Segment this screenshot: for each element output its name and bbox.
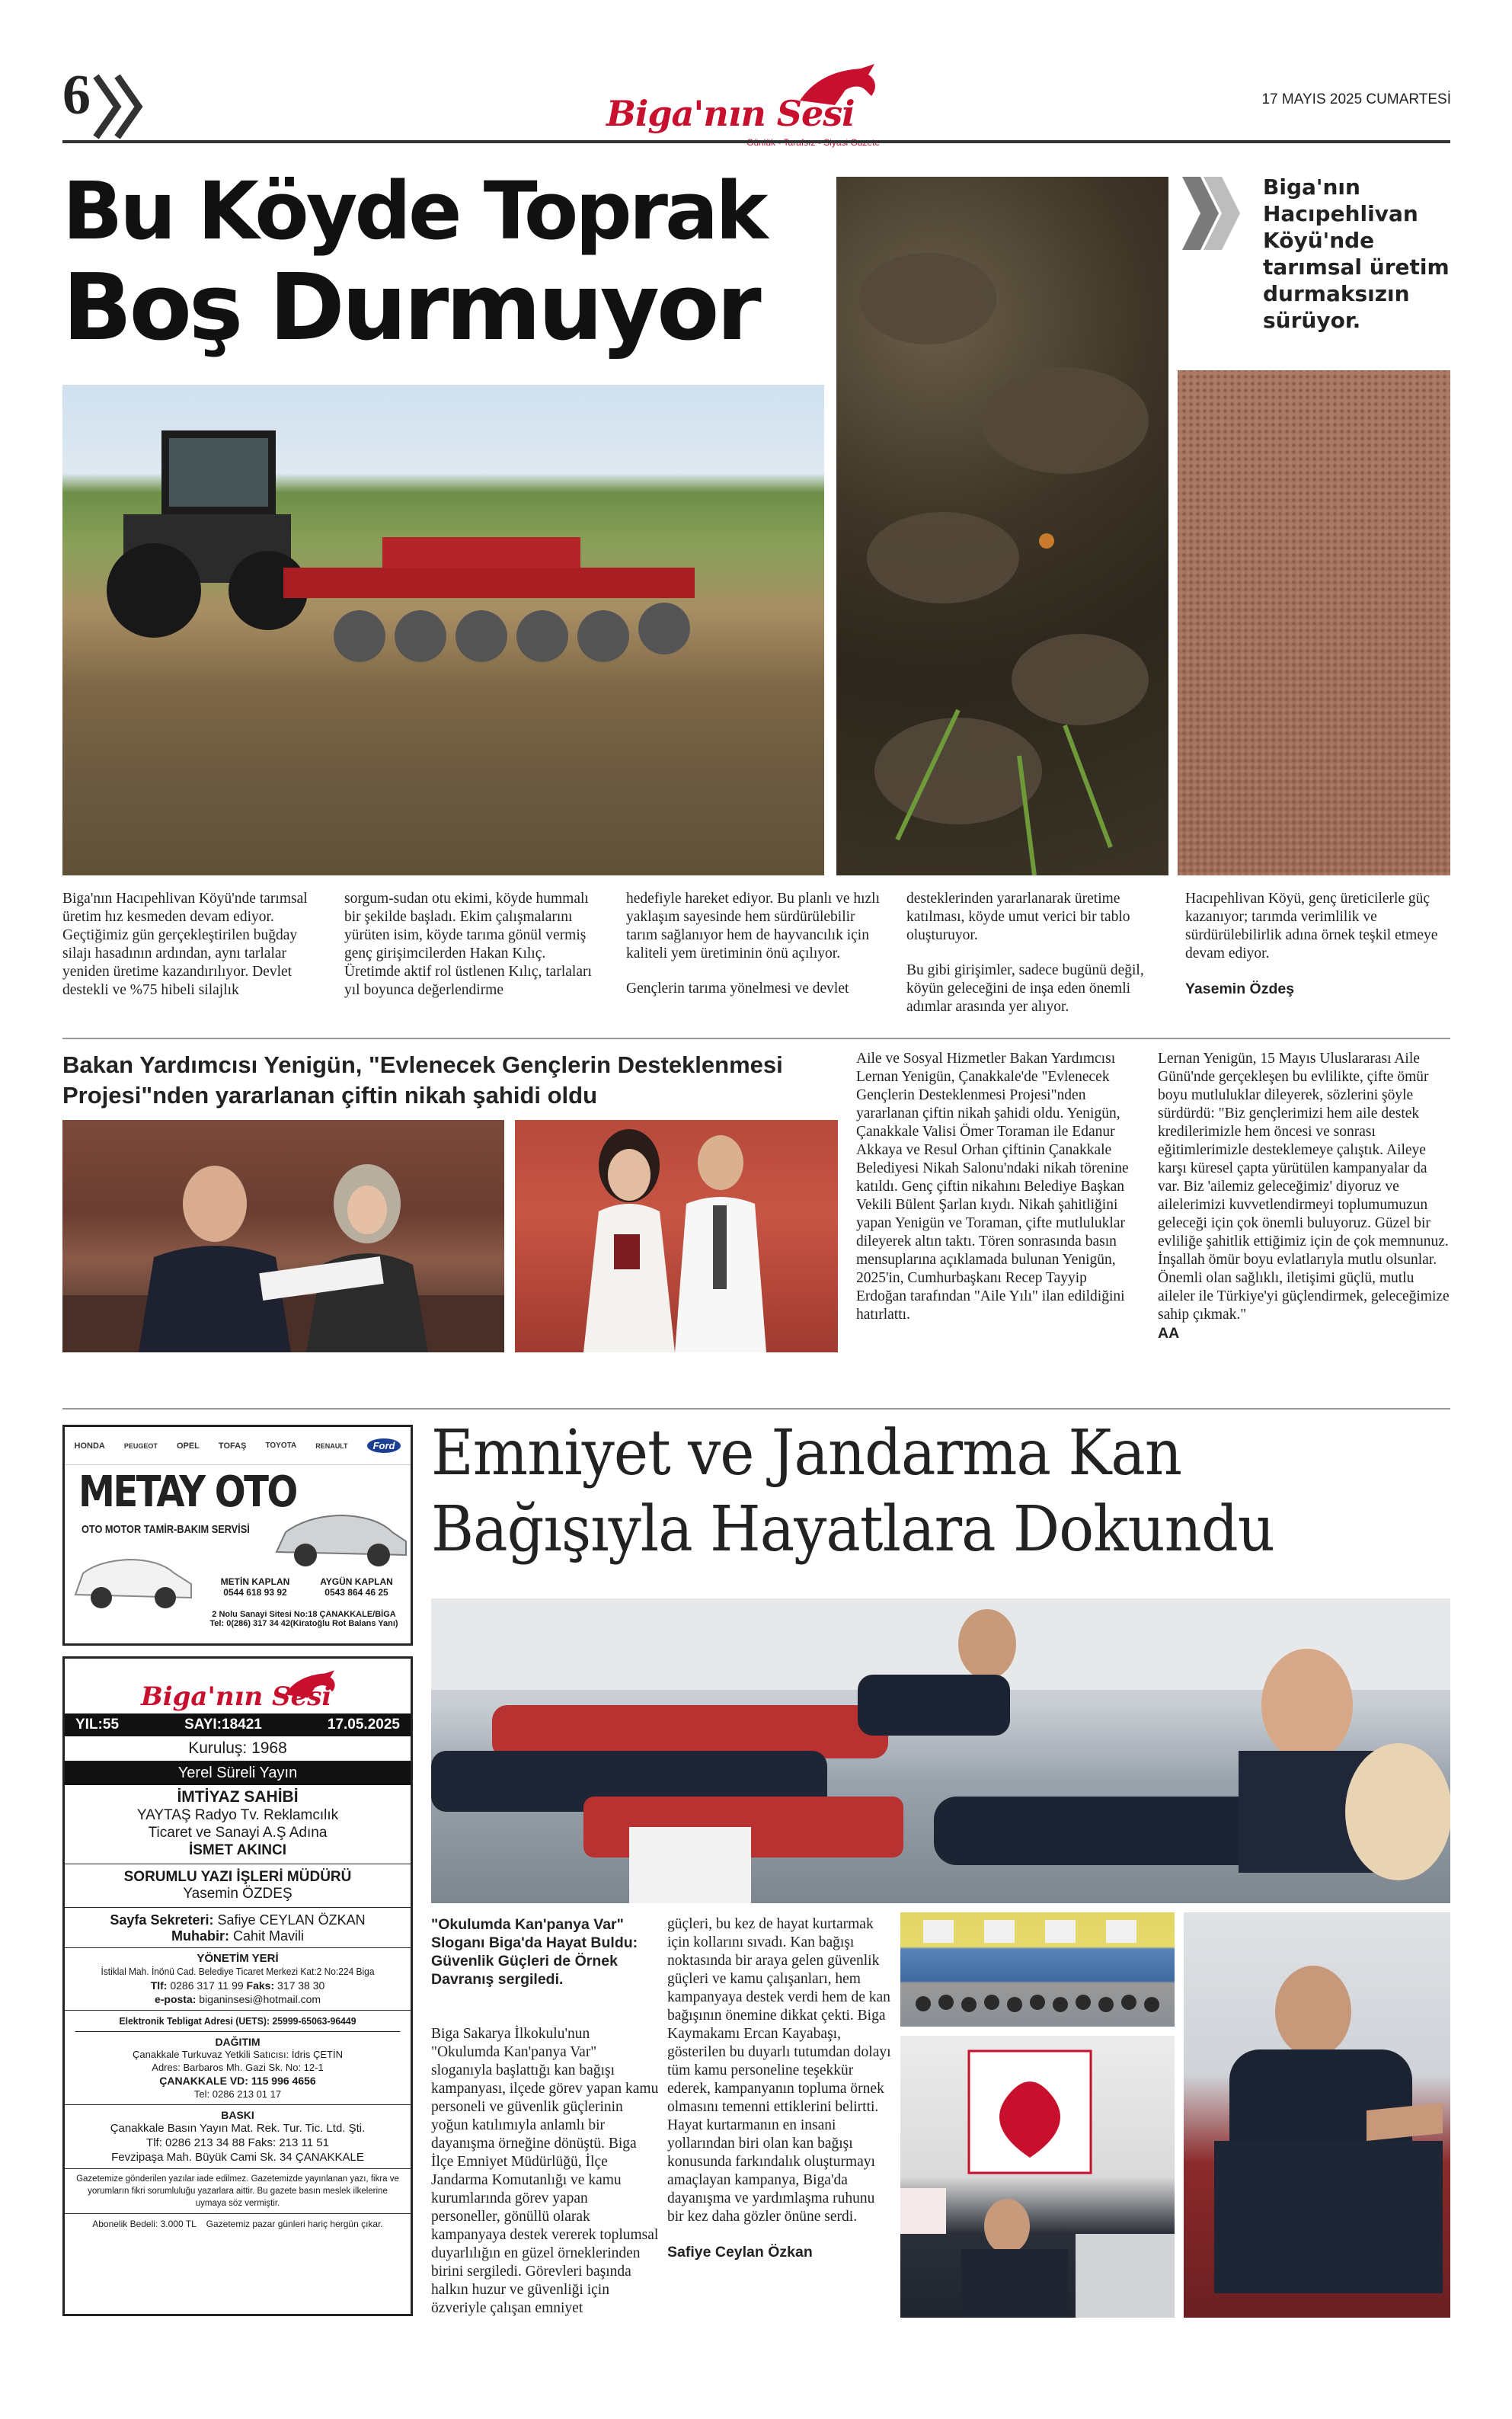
masthead-owner-name: İSMET AKINCI <box>65 1841 411 1864</box>
masthead-secretary <box>65 1912 411 1928</box>
masthead-editor-title: SORUMLU YAZI İŞLERİ MÜDÜRÜ <box>123 1869 352 1885</box>
story3-headline-line2: Bağışıyla Hayatlara Dokundu <box>431 1493 1274 1566</box>
official-photo <box>62 1120 504 1352</box>
brand-logo-3: TOFAŞ <box>218 1441 247 1451</box>
blood-donation-drawing <box>431 1598 1450 1903</box>
masthead-owner-line2: Ticaret ve Sanayi A.Ş Adına <box>148 1825 328 1841</box>
ad-address-line2: Tel: 0(286) 317 34 42(Kiratoğlu Rot Balans Yanı) <box>209 1619 398 1628</box>
masthead-owner-line1: YAYTAŞ Radyo Tv. Reklamcılık <box>136 1807 339 1823</box>
header-logo <box>602 62 906 146</box>
ad-person1-phone: 0544 618 93 92 <box>223 1587 287 1598</box>
booth-drawing <box>900 2036 1175 2318</box>
ad-subtitle: OTO MOTOR TAMİR-BAKIM SERVİSİ <box>82 1523 250 1536</box>
brand-logo-6: Ford <box>367 1438 401 1453</box>
story1-col2: sorgum-sudan otu ekimi, köyde hummalı bir şekilde başladı. Ekim çalışmalarını yürüten isim, köyde tarıma gönül vermiş genç girişimcilerden Hakan Kılıç. Üretimde aktif rol üstlenen Kılıç, tarlaları yıl boyunca değerlendirme <box>344 891 592 998</box>
masthead-office-email <box>65 1992 411 2011</box>
masthead-print-line2: Tlf: 0286 213 34 88 Faks: 213 11 51 <box>146 2136 329 2149</box>
story3-author: Safiye Ceylan Özkan <box>667 2244 813 2261</box>
masthead-office-tel: 0286 317 11 99 <box>170 1979 244 1992</box>
metay-oto-ad[interactable] <box>62 1425 413 1646</box>
students-drawing <box>900 1912 1175 2027</box>
masthead-issue-bar <box>65 1713 411 1736</box>
masthead-dist-line1: Çanakkale Turkuvaz Yetkili Satıcısı: İdris ÇETİN <box>133 2049 343 2060</box>
ad-address-line1: 2 Nolu Sanayi Sitesi No:18 ÇANAKKALE/BİGA <box>212 1610 396 1619</box>
masthead-owner-title: İMTİYAZ SAHİBİ <box>177 1788 299 1806</box>
headline-line2: Boş Durmuyor <box>62 255 759 361</box>
masthead-email-label: e-posta: <box>154 1993 197 2005</box>
divider-1 <box>62 1038 1450 1039</box>
ad-title: METAY OTO <box>78 1467 296 1517</box>
officer-drawing <box>1184 1912 1450 2318</box>
masthead-office-address: İstiklal Mah. İnönü Cad. Belediye Ticaret Merkezi Kat:2 No:224 Biga <box>101 1966 375 1977</box>
chevron-stack-icon <box>1182 177 1243 250</box>
masthead-disclaimer: Gazetemize gönderilen yazılar iade edilmez. Gazetemizde yayınlanan yazı, fikra ve yorumların fikri sorumluluğu yazarlara aittir. Bu gazete basın meslek ilkelerine uymaya söz vermiştir. <box>65 2169 411 2214</box>
story1-col4-para2: Bu gibi girişimler, sadece bugünü değil, köyün geleceğini de inşa eden önemli adımlar arasında yer alıyor. <box>906 962 1144 1015</box>
brand-logo-5: RENAULT <box>315 1441 348 1450</box>
wedding-drawing <box>515 1120 838 1352</box>
brand-logo-4: TOYOTA <box>265 1441 297 1450</box>
masthead-dist-line4: Tel: 0286 213 01 17 <box>65 2088 411 2105</box>
tractor-photo <box>62 385 824 875</box>
masthead-print-line3: Fevzipaşa Mah. Büyük Cami Sk. 34 ÇANAKKALE <box>65 2150 411 2169</box>
brand-logo-0: HONDA <box>74 1441 105 1451</box>
masthead-subscription: Abonelik Bedeli: 3.000 TL Gazetemiz pazar günleri hariç hergün çıkar. <box>92 2219 383 2229</box>
story2-col1: Aile ve Sosyal Hizmetler Bakan Yardımcısı Lernan Yenigün, Çanakkale'de "Evlenecek Gençlerin Desteklenmesi Projesi"nden yararlanan çiftin nikah şahidi oldu. Yenigün, Çanakkale Valisi Ömer Toraman ile Edanur Akkaya ve Resul Orhan çiftinin Çanakkale Belediyesi Nikah Salonu'ndaki nikah törenine katıldı. Genç çiftin nikahını Belediye Başkan Vekili Bülent Şarlan kıydı. Nikah şahitliğini yapan Yenigün ve Toraman, çifte mutluluklar dileyerek altın taktı. Tören sonrasında basın mensuplarına açıklamada bulunan Yenigün, 2025'in, Cumhurbaşkanı Recep Tayyip Erdoğan tarafından "Aile Yılı" ilan edildiğini hatırlattı. <box>856 1051 1129 1323</box>
masthead-email-link[interactable]: biganinsesi@hotmail.com <box>199 1993 321 2005</box>
masthead-print-line1: Çanakkale Basın Yayın Mat. Rek. Tur. Tic. Ltd. Şti. <box>110 2122 366 2135</box>
ad-person1 <box>209 1576 301 1598</box>
officer-donor-photo <box>1184 1912 1450 2318</box>
story3-subhead: "Okulumda Kan'panya Var" Sloganı Biga'da Hayat Buldu: Güvenlik Güçleri de Örnek Davranış sergiledi. <box>431 1916 638 1988</box>
kicker-text: Biga'nın Hacıpehlivan Köyü'nde tarımsal üretim durmaksızın sürüyor. <box>1263 174 1450 333</box>
story2-col2-text: Lernan Yenigün, 15 Mayıs Uluslararası Aile Günü'nde gerçekleşen bu evlilikte, çifte ömür boyu mutluluklar dileyerek, sözlerini şöyle sürdürdü: "Biz gençlerimizi hem aile destek kredilerimizle hem öncesi ve sonrası eğitimlerimizle desteklemeye çalıştık. Aileye karşı küresel çapta yürütülen kampanyalar da var. Biz 'ailemiz geleceğimiz' diyoruz ve ailelerimizi kuvvetlendirmeyi toplumumuzun geleceği için çok önemli buluyoruz. Güzel bir evliliğe şahitlik ettiğimiz için de çok memnunuz. İnşallah ömür boyu evlatlarıyla mutlu olsunlar. Önemli olan sağlıklı, iletişimi güçlü, mutlu aileler ile Türkiye'yi güçlendirmek, geleceğimize sahip çıkmak." <box>1158 1051 1450 1323</box>
story2-source: AA <box>1158 1325 1180 1342</box>
page-number: 6 <box>62 64 91 126</box>
brand-logo-2: OPEL <box>176 1441 200 1451</box>
students-photo <box>900 1912 1175 2027</box>
masthead-dist-line3: ÇANAKKALE VD: 115 996 4656 <box>159 2075 316 2087</box>
masthead-founded: Kuruluş: 1968 <box>65 1736 411 1761</box>
story1-col4 <box>906 890 1165 1016</box>
header-logo-text: Biga'nın Sesi <box>606 93 855 134</box>
headline-line1: Bu Köyde Toprak <box>62 165 766 258</box>
masthead-secretary-name: Safiye CEYLAN ÖZKAN <box>217 1912 366 1928</box>
donation-booth-photo <box>900 2036 1175 2318</box>
ad-address <box>197 1610 411 1628</box>
masthead-box <box>62 1656 413 2316</box>
masthead-office-fax: 317 38 30 <box>277 1979 325 1992</box>
masthead-year: YIL:55 <box>75 1717 120 1733</box>
masthead-issue: SAYI:18421 <box>184 1717 262 1733</box>
ad-person2-name: AYGÜN KAPLAN <box>320 1576 393 1587</box>
page-header <box>0 0 1512 152</box>
story2-headline: Bakan Yardımcısı Yenigün, "Evlenecek Gençlerin Desteklenmesi Projesi"nden yararlanan çiftin nikah şahidi oldu <box>62 1051 783 1109</box>
soil-drawing <box>836 177 1168 875</box>
ad-person1-name: METİN KAPLAN <box>220 1576 290 1587</box>
seeds-photo <box>1178 370 1450 875</box>
masthead-logo-text: Biga'nın Sesi <box>141 1681 332 1712</box>
story1-author: Yasemin Özdeş <box>1185 981 1295 997</box>
soil-photo <box>836 177 1168 875</box>
wedding-photo <box>515 1120 838 1352</box>
masthead-type: Yerel Süreli Yayın <box>65 1761 411 1785</box>
story1-col5 <box>1185 890 1450 998</box>
divider-2 <box>62 1408 1450 1409</box>
masthead-secretary-label: Sayfa Sekreteri: <box>110 1912 214 1928</box>
masthead-editor-name: Yasemin ÖZDEŞ <box>65 1886 411 1908</box>
chevron-double-icon <box>91 72 152 142</box>
story1-col1: Biga'nın Hacıpehlivan Köyü'nde tarımsal üretim hız kesmeden devam ediyor. Geçtiğimiz gün gerçekleştirilen buğday silajı hasadının ardından, aynı tarlalar yeniden üretime kazandırılıyor. Devlet destekli ve %75 hibeli silajlık <box>62 891 308 998</box>
story3-col1: Biga Sakarya İlkokulu'nun "Okulumda Kan'panya Var" sloganıyla başlattığı kan bağışı kampanyası, ilçede görev yapan kamu personeli ve güvenlik güçlerinin yoğun katılımıyla anlamlı bir dayanışma örneğine dönüştü. Biga İlçe Emniyet Müdürlüğü, İlçe Jandarma Komutanlığı ve kamu kurumlarında görev yapan personeller, gönüllü olarak kampanyaya destek vererek toplumsal duyarlılığın en güzel örneklerinden birini sergiledi. Görevleri başında halkın huzur ve güvenliği için özveriyle çalışan emniyet <box>431 2026 659 2316</box>
ad-person2 <box>307 1576 406 1598</box>
story1-col3-para2: Gençlerin tarıma yönelmesi ve devlet <box>626 981 849 997</box>
masthead-dist-title: DAĞITIM <box>215 2036 261 2048</box>
masthead-office-title: YÖNETİM YERİ <box>197 1952 279 1965</box>
ad-brand-strip <box>65 1427 411 1465</box>
official-drawing <box>62 1120 504 1352</box>
story1-col3-para1: hedefiyle hareket ediyor. Bu planlı ve hızlı yaklaşım sayesinde hem sürdürülebilir tarım sağlanıyor hem de hayvancılık için kaliteli yem üretiminin önü açılıyor. <box>626 891 881 962</box>
masthead-reporter <box>65 1928 411 1948</box>
story1-col4-para1: desteklerinden yararlanarak üretime katılması, köyde umut verici bir tablo oluşturuyor. <box>906 891 1130 943</box>
story3-col2-text: güçleri, bu kez de hayat kurtarmak için kollarını sıvadı. Kan bağışı noktasında bir araya gelen güvenlik güçleri ve kamu çalışanları, hem kampanyaya destek verdi hem de kan bağışının önemine dikkat çekti. Biga Kaymakamı Ercan Kayabaşı, gösterilen bu duyarlı tutumdan dolayı tüm kamu personeline teşekkür ederek, kampanyanın topluma örnek olmasını temenni ettiklerini belirtti. Hayat kurtarmanın en insani yollarından biri olan kan bağışı konusunda farkındalık oluşturmayı amaçlayan kampanya, Biga'da dayanışma ve yardımlaşma ruhunu bir kez daha gözler önüne serdi. <box>667 1916 891 2225</box>
masthead-uets: Elektronik Tebligat Adresi (UETS): 25999-65063-96449 <box>75 2011 401 2032</box>
masthead-reporter-label: Muhabir: <box>171 1928 229 1944</box>
masthead-office-fax-label: Faks: <box>246 1979 275 1992</box>
masthead-date: 17.05.2025 <box>327 1717 400 1733</box>
tractor-drawing <box>62 385 824 875</box>
story2-col2 <box>1158 1050 1450 1342</box>
header-date: 17 MAYIS 2025 CUMARTESİ <box>1261 91 1451 107</box>
silver-car-icon <box>270 1496 411 1572</box>
story1-col5-text: Hacıpehlivan Köyü, genç üreticilerle güç kazanıyor; tarımda verimlilik ve sürdürülebilirlik adına örnek teşkil etmeye devam ediyor. <box>1185 891 1438 962</box>
story1-col3 <box>626 890 885 998</box>
ad-person2-phone: 0543 864 46 25 <box>324 1587 388 1598</box>
header-rule <box>62 140 1450 143</box>
masthead-dist-line2: Adres: Barbaros Mh. Gazi Sk. No: 12-1 <box>152 2062 324 2073</box>
masthead-office-phones <box>65 1979 411 1992</box>
story3-headline-line1: Emniyet ve Jandarma Kan <box>431 1417 1182 1489</box>
masthead-logo <box>65 1659 411 1713</box>
blood-donation-photo <box>431 1598 1450 1903</box>
white-car-icon <box>68 1541 197 1613</box>
masthead-print-title: BASKI <box>221 2109 254 2121</box>
story3-col2 <box>667 1915 893 2261</box>
kicker-box <box>1182 174 1450 357</box>
masthead-office-tel-label: Tlf: <box>150 1979 168 1992</box>
brand-logo-1: PEUGEOT <box>123 1441 158 1450</box>
masthead-reporter-name: Cahit Mavili <box>232 1928 305 1944</box>
